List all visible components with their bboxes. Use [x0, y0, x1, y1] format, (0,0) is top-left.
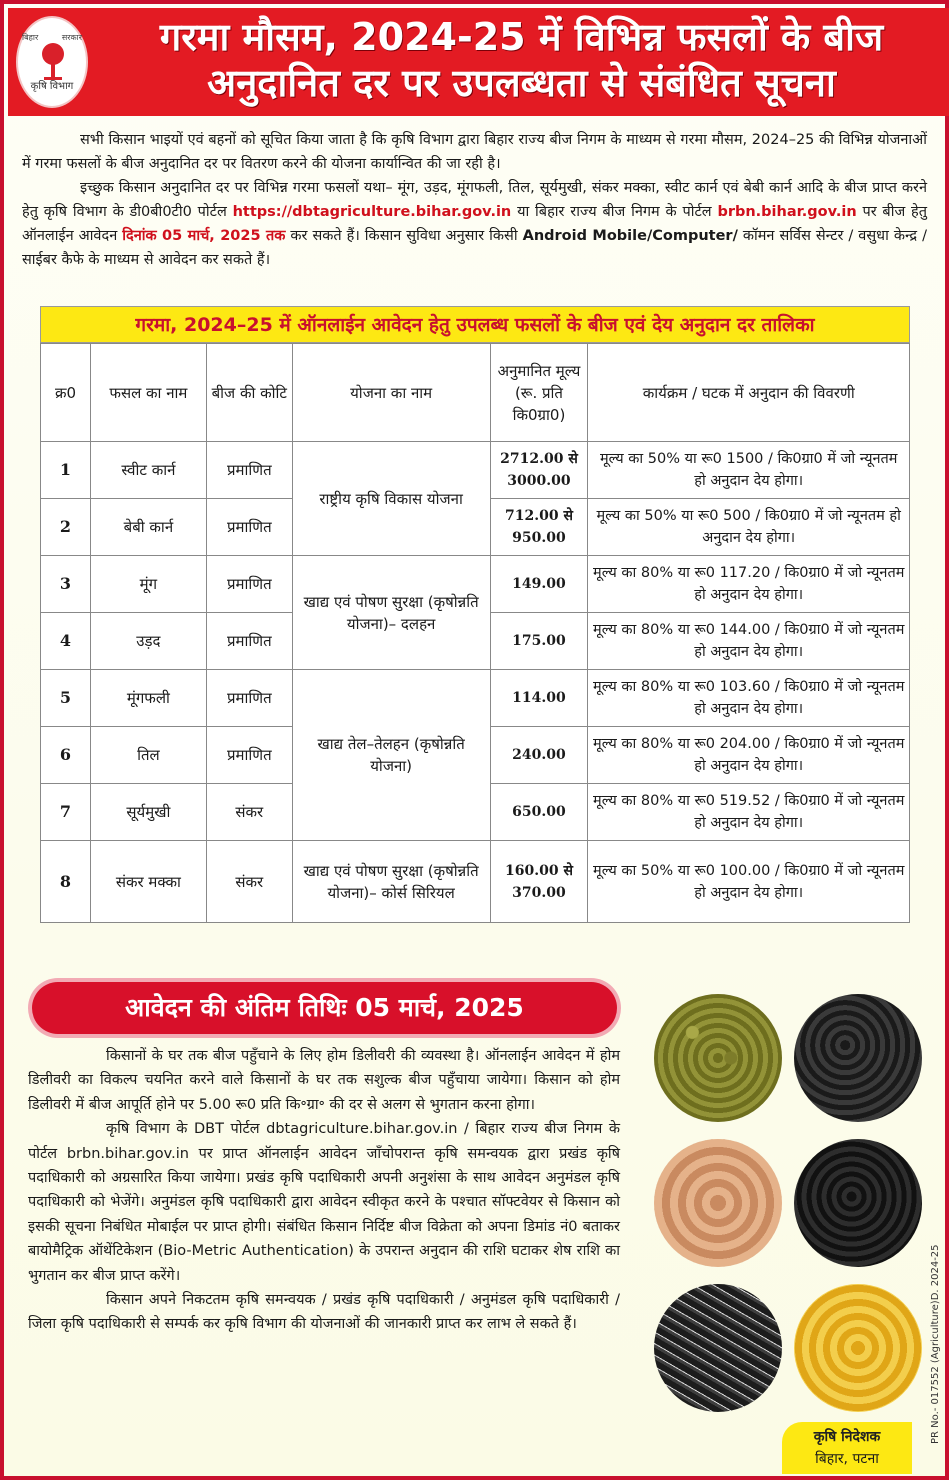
row-grade: प्रमाणित [206, 613, 292, 670]
application-deadline-text: दिनांक 05 मार्च, 2025 तक [122, 228, 286, 244]
intro-text-d: कर सकते हैं। किसान सुविधा अनुसार किसी [290, 228, 518, 244]
moong-seeds-image [654, 994, 782, 1122]
intro-text [22, 128, 927, 272]
row-crop: संकर मक्का [90, 841, 206, 923]
row-serial: 5 [41, 670, 91, 727]
sesame-seeds-image [794, 1139, 922, 1267]
row-subsidy: मूल्य का 80% या रू0 103.60 / कि0ग्रा0 में जो न्यूनतम हो अनुदान देय होगा। [588, 670, 910, 727]
krishi-vibhag-logo [16, 16, 88, 108]
col-header-grade: बीज की कोटि [206, 344, 292, 442]
page-title [100, 14, 943, 106]
signatory-title: कृषि निदेशक [813, 1429, 881, 1445]
col-header-scheme: योजना का नाम [292, 344, 490, 442]
table-header-row [41, 344, 910, 442]
row-price: 160.00 से 370.00 [490, 841, 588, 923]
instructions-text [28, 1044, 620, 1337]
table-title: गरमा, 2024–25 में ऑनलाईन आवेदन हेतु उपलब्ध फसलों के बीज एवं देय अनुदान दर तालिका [40, 306, 910, 343]
col-header-price: अनुमानित मूल्य (रू. प्रति कि0ग्रा0) [490, 344, 588, 442]
row-scheme: खाद्य तेल–तेलहन (कृषोन्नति योजना) [292, 670, 490, 841]
devices-text: Android Mobile/Computer/ [522, 228, 738, 244]
row-serial: 1 [41, 442, 91, 499]
row-crop: उड़द [90, 613, 206, 670]
tree-emblem-icon [40, 42, 66, 82]
row-price: 175.00 [490, 613, 588, 670]
row-price: 114.00 [490, 670, 588, 727]
row-subsidy: मूल्य का 80% या रू0 144.00 / कि0ग्रा0 में जो न्यूनतम हो अनुदान देय होगा। [588, 613, 910, 670]
row-price: 149.00 [490, 556, 588, 613]
logo-right-text: सरकार [61, 33, 82, 42]
row-serial: 3 [41, 556, 91, 613]
urad-seeds-image [794, 994, 922, 1122]
row-crop: स्वीट कार्न [90, 442, 206, 499]
row-subsidy: मूल्य का 50% या रू0 1500 / कि0ग्रा0 में जो न्यूनतम हो अनुदान देय होगा। [588, 442, 910, 499]
row-grade: प्रमाणित [206, 442, 292, 499]
seed-images [644, 994, 924, 1414]
header-banner [8, 8, 949, 116]
row-serial: 2 [41, 499, 91, 556]
seed-subsidy-table [40, 306, 910, 923]
row-serial: 7 [41, 784, 91, 841]
row-scheme: राष्ट्रीय कृषि विकास योजना [292, 442, 490, 556]
row-price: 712.00 से 950.00 [490, 499, 588, 556]
deadline-banner: आवेदन की अंतिम तिथिः 05 मार्च, 2025 [32, 982, 617, 1034]
col-header-subsidy: कार्यक्रम / घटक में अनुदान की विवरणी [588, 344, 910, 442]
row-grade: प्रमाणित [206, 556, 292, 613]
table-row [41, 556, 910, 613]
intro-paragraph-1: सभी किसान भाइयों एवं बहनों को सूचित किया जाता है कि कृषि विभाग द्वारा बिहार राज्य बीज निगम के माध्यम से गरमा मौसम, 2024–25 की विभिन्न योजनाओं में गरमा फसलों के बीज अनुदानित दर पर वितरण करने की योजना कार्यान्वित की जा रही है। [22, 132, 927, 172]
col-header-serial: क्र0 [41, 344, 91, 442]
row-price: 2712.00 से 3000.00 [490, 442, 588, 499]
row-scheme: खाद्य एवं पोषण सुरक्षा (कृषोन्नति योजना)– कोर्स सिरियल [292, 841, 490, 923]
intro-text-a: इच्छुक किसान अनुदानित दर पर विभिन्न गरमा फसलों यथा– मूंग, उड़द, मूंगफली, तिल, सूर्यमुखी, संकर मक्का, स्वीट कार्न एवं बेबी कार्न आदि के बीज प्राप्त करने हेतु कृषि विभाग के डी0बी0टी0 पोर्टल [22, 180, 927, 220]
home-delivery-paragraph: किसानों के घर तक बीज पहुँचाने के लिए होम डिलीवरी की व्यवस्था है। ऑनलाईन आवेदन में होम डिलीवरी का विकल्प चयनित करने वाले किसानों के घर तक सशुल्क बीज पहुँचाया जायेगा। किसान को होम डिलीवरी में बीज आपूर्ति होने पर 5.00 रू0 प्रति कि॰ग्रा॰ की दर से अलग से भुगतान करना होगा। [28, 1048, 620, 1113]
intro-paragraph-2 [22, 176, 927, 272]
row-grade: प्रमाणित [206, 727, 292, 784]
row-serial: 6 [41, 727, 91, 784]
row-scheme: खाद्य एवं पोषण सुरक्षा (कृषोन्नति योजना)– दलहन [292, 556, 490, 670]
groundnut-seeds-image [654, 1139, 782, 1267]
row-price: 240.00 [490, 727, 588, 784]
row-crop: सूर्यमुखी [90, 784, 206, 841]
row-subsidy: मूल्य का 80% या रू0 519.52 / कि0ग्रा0 में जो न्यूनतम हो अनुदान देय होगा। [588, 784, 910, 841]
row-grade: प्रमाणित [206, 499, 292, 556]
maize-seeds-image [794, 1284, 922, 1412]
logo-dept-text: कृषि विभाग [30, 81, 74, 92]
row-subsidy: मूल्य का 50% या रू0 500 / कि0ग्रा0 में जो न्यूनतम हो अनुदान देय होगा। [588, 499, 910, 556]
signature-block [782, 1422, 912, 1474]
row-subsidy: मूल्य का 80% या रू0 204.00 / कि0ग्रा0 में जो न्यूनतम हो अनुदान देय होगा। [588, 727, 910, 784]
row-crop: बेबी कार्न [90, 499, 206, 556]
row-crop: मूंगफली [90, 670, 206, 727]
pr-number: PR No.- 017552 (Agriculture)D. 2024-25 [930, 1244, 941, 1444]
table-row [41, 442, 910, 499]
logo-left-text: बिहार [22, 33, 39, 42]
dbt-portal-link[interactable]: https://dbtagriculture.bihar.gov.in [232, 204, 512, 220]
row-serial: 8 [41, 841, 91, 923]
title-line-1: गरमा मौसम, 2024-25 में विभिन्न फसलों के बीज [159, 15, 884, 59]
title-line-2: अनुदानित दर पर उपलब्धता से संबंधित सूचना [207, 61, 836, 105]
signatory-location: बिहार, पटना [815, 1451, 879, 1467]
row-serial: 4 [41, 613, 91, 670]
brbn-portal-link[interactable]: brbn.bihar.gov.in [717, 204, 857, 220]
intro-text-c: पर बीज हेतु ऑनलाईन आवेदन [22, 204, 927, 244]
intro-text-b: या बिहार राज्य बीज निगम के पोर्टल [517, 204, 712, 220]
row-grade: संकर [206, 784, 292, 841]
table-row [41, 670, 910, 727]
row-grade: संकर [206, 841, 292, 923]
row-subsidy: मूल्य का 80% या रू0 117.20 / कि0ग्रा0 में जो न्यूनतम हो अनुदान देय होगा। [588, 556, 910, 613]
contact-paragraph: किसान अपने निकटतम कृषि समन्वयक / प्रखंड कृषि पदाधिकारी / अनुमंडल कृषि पदाधिकारी / जिला कृषि पदाधिकारी से सम्पर्क कर कृषि विभाग की योजनाओं की जानकारी प्राप्त कर लाभ ले सकते हैं। [28, 1292, 620, 1333]
row-grade: प्रमाणित [206, 670, 292, 727]
col-header-crop: फसल का नाम [90, 344, 206, 442]
sunflower-seeds-image [654, 1284, 782, 1412]
row-price: 650.00 [490, 784, 588, 841]
intro-text-e: कॉमन सर्विस सेन्टर / वसुधा केन्द्र / साईबर कैफे के माध्यम से आवेदन कर सकते हैं। [22, 228, 928, 268]
row-subsidy: मूल्य का 50% या रू0 100.00 / कि0ग्रा0 में जो न्यूनतम हो अनुदान देय होगा। [588, 841, 910, 923]
row-crop: मूंग [90, 556, 206, 613]
table-row [41, 841, 910, 923]
row-crop: तिल [90, 727, 206, 784]
process-paragraph: कृषि विभाग के DBT पोर्टल dbtagriculture.bihar.gov.in / बिहार राज्य बीज निगम के पोर्टल brbn.bihar.gov.in पर प्राप्त ऑनलाईन आवेदन जाँचोपरान्त कृषि समन्वयक द्वारा प्रखंड कृषि पदाधिकारी को अग्रसारित किया जायेगा। प्रखंड कृषि पदाधिकारी अपनी अनुशंसा के साथ आवेदन अनुमंडल कृषि पदाधिकारी को भेजेंगे। अनुमंडल कृषि पदाधिकारी द्वारा आवेदन स्वीकृत करने के पश्चात सॉफ्टवेयर से किसान को इसकी सूचना निबंधित मोबाईल पर प्राप्त होगी। संबंधित किसान निर्दिष्ट बीज विक्रेता को अपना डिमांड नं0 बताकर बायोमैट्रिक ऑथेंटिकेशन (Bio-Metric Authentication) के उपरान्त अनुदान की राशि घटाकर शेष राशि का भुगतान कर बीज प्राप्त करेंगे। [28, 1121, 620, 1284]
